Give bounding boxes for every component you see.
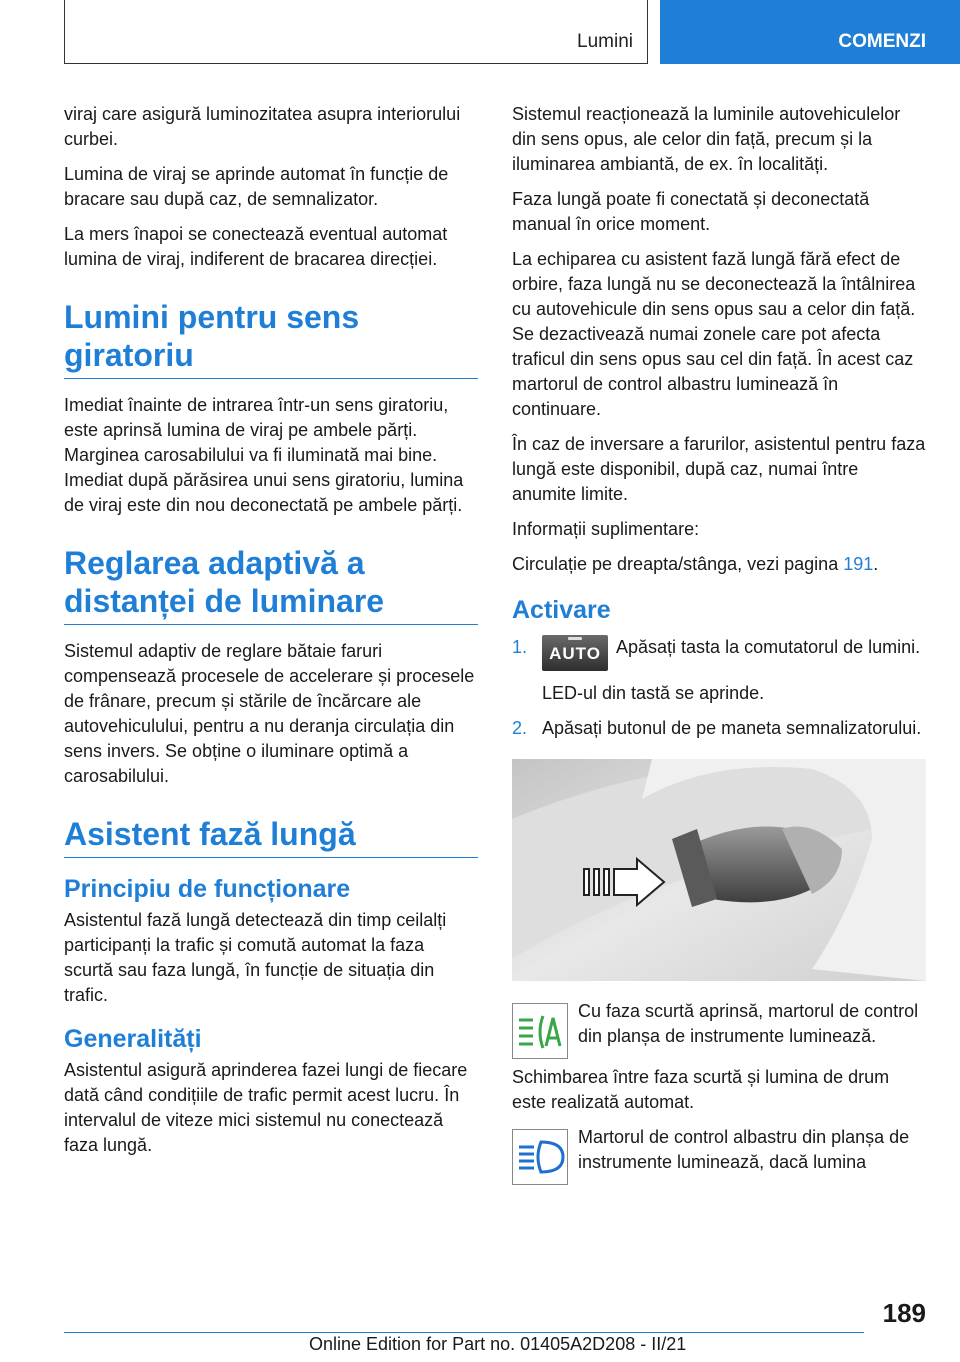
auto-button-icon: AUTO [542,635,608,671]
heading-activate: Activare [512,596,611,624]
high-beam-blue-icon [512,1129,568,1185]
lever-illustration [512,759,926,981]
paragraph: Imediat înainte de intrarea într-un sens giratoriu, este aprinsă lumina de viraj pe ambele părți. Marginea carosabilului va fi iluminată mai bine. Imediat după părăsirea unui sens giratoriu, lumina de viraj este din nou deconectată pe ambele părți. [64,395,464,515]
paragraph: Sistemul reacționează la luminile autovehiculelor din sens opus, ale celor din față, precum și la iluminarea ambiantă, de ex. în localități. [512,104,901,174]
edition-footer: Online Edition for Part no. 01405A2D208 - II/21 [309,1334,687,1354]
heading-principle: Principiu de funcționare [64,875,351,903]
heading-general: Generalități [64,1025,202,1053]
paragraph: La echiparea cu asistent fază lungă fără efect de orbire, faza lungă nu se deconectează la întâlnirea cu autovehicule din sens opus sau a celor din față. Se dezactivează numai zonele care pot afecta traficul din sens opus sau cel din față. În acest caz martorul de control albastru luminează în continuare. [512,249,916,419]
low-beam-assistant-green-icon [512,1003,568,1059]
green-indicator-note [512,999,926,1055]
turn-signal-lever-photo [512,759,926,981]
step-number: 2. [512,718,528,738]
paragraph: Cu faza scurtă aprinsă, martorul de control din planșa de instrumente luminează. [578,1001,919,1046]
paragraph: În caz de inversare a farurilor, asistentul pentru faza lungă este disponibil, după caz, numai între anumite limite. [512,434,926,504]
footer-divider [64,1332,864,1333]
paragraph: Faza lungă poate fi conectată și deconectată manual în orice moment. [512,189,870,234]
heading-roundabout: Lumini pentru sens giratoriu [64,298,478,379]
paragraph: Sistemul adaptiv de reglare bătaie faruri compensează procesele de accelerare și procesele de frânare, precum și stările de încărcare ale autovehiculului, pentru a nu deranja circulația din sens invers. Se obține o iluminare optimă a carosabilului. [64,641,475,786]
header-section-title: Lumini [577,31,633,52]
paragraph: viraj care asigură luminozitatea asupra interiorului curbei. [64,104,461,149]
page-number: 189 [882,1298,926,1328]
paragraph: Asistentul fază lungă detectează din timp ceilalți participanți la trafic și comută automat la faza scurtă sau faza lungă, în funcție de situația din trafic. [64,910,447,1005]
paragraph: La mers înapoi se conectează eventual automat lumina de viraj, indiferent de bracarea direcției. [64,224,448,269]
right-column [512,102,926,1191]
heading-adaptive: Reglarea adaptivă a distanței de luminare [64,544,478,625]
blue-indicator-note [512,1125,926,1181]
step-number: 1. [512,637,528,657]
heading-high-beam-assistant: Asistent fază lungă [64,815,478,858]
paragraph-reference: Circulație pe dreapta/stânga, vezi pagina 191. [512,554,879,574]
step-1-result: LED-ul din tastă se aprinde. [542,683,765,703]
step-2: 2. Apăsați butonul de pe maneta semnalizatorului. [512,716,926,741]
header-chapter-box [660,0,960,64]
paragraph: Informații suplimentare: [512,519,700,539]
paragraph: Asistentul asigură aprinderea fazei lungi de fiecare dată când condițiile de trafic permit acest lucru. În intervalul de viteze mici sistemul nu conectează faza lungă. [64,1060,468,1155]
left-column [64,102,478,1168]
header-chapter-title: COMENZI [838,31,926,52]
paragraph: Schimbarea între faza scurtă și lumina de drum este realizată automat. [512,1067,890,1112]
step-1: 1. AUTO Apăsați tasta la comutatorul de lumini. [512,635,926,671]
paragraph: Lumina de viraj se aprinde automat în funcție de bracare sau după caz, de semnalizator. [64,164,449,209]
page-link[interactable]: 191 [843,554,874,574]
header-section-box [64,0,648,64]
paragraph: Martorul de control albastru din planșa de instrumente luminează, dacă lumina [578,1127,910,1172]
